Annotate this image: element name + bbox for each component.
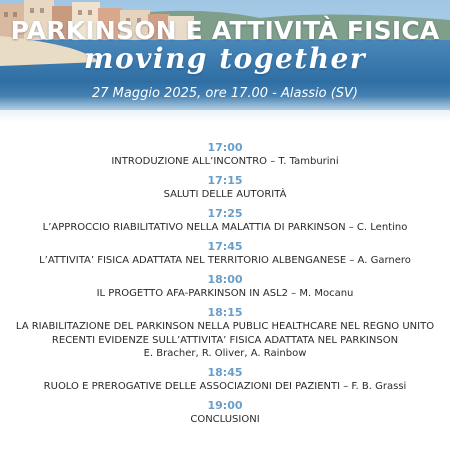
slot-time: 17:00 [207,141,243,154]
slot-talk: SALUTI DELLE AUTORITÀ [163,189,287,200]
slot-time: 17:45 [207,240,243,253]
program-slot [0,240,450,268]
program-list [0,141,450,432]
slot-talk: RECENTI EVIDENZE SULL’ATTIVITA’ FISICA ADATTATA NEL PARKINSON [51,334,399,346]
slot-time: 17:25 [207,207,243,220]
event-subtitle: moving together [83,42,367,75]
slot-talk: L’APPROCCIO RIABILITATIVO NELLA MALATTIA DI PARKINSON – C. Lentino [42,222,408,233]
slot-talk: LA RIABILITAZIONE DEL PARKINSON NELLA PUBLIC HEALTHCARE NEL REGNO UNITO [15,321,435,332]
slot-time: 18:15 [207,306,243,319]
slot-time: 17:15 [207,174,243,187]
program-slot [0,141,450,169]
slot-time: 18:00 [207,273,243,286]
event-title: PARKINSON E ATTIVITÀ FISICA [10,16,440,45]
program-slot [0,207,450,235]
slot-talk: L’ATTIVITA’ FISICA ADATTATA NEL TERRITORIO ALBENGANESE – A. Garnero [39,255,411,266]
slot-talk: CONCLUSIONI [190,414,260,425]
header-banner [0,0,450,122]
program-slot [0,399,450,427]
slot-speakers: E. Bracher, R. Oliver, A. Rainbow [143,348,307,359]
program-slot [0,306,450,361]
slot-talk: INTRODUZIONE ALL’INCONTRO – T. Tamburini [111,156,339,167]
slot-talk: IL PROGETTO AFA-PARKINSON IN ASL2 – M. Mocanu [96,288,354,299]
slot-time: 19:00 [207,399,243,412]
program-slot [0,366,450,394]
program-slot [0,273,450,301]
event-date-location: 27 Maggio 2025, ore 17.00 - Alassio (SV) [91,86,358,101]
program-slot [0,174,450,202]
slot-time: 18:45 [207,366,243,379]
slot-talk: RUOLO E PREROGATIVE DELLE ASSOCIAZIONI DEI PAZIENTI – F. B. Grassi [43,381,407,392]
